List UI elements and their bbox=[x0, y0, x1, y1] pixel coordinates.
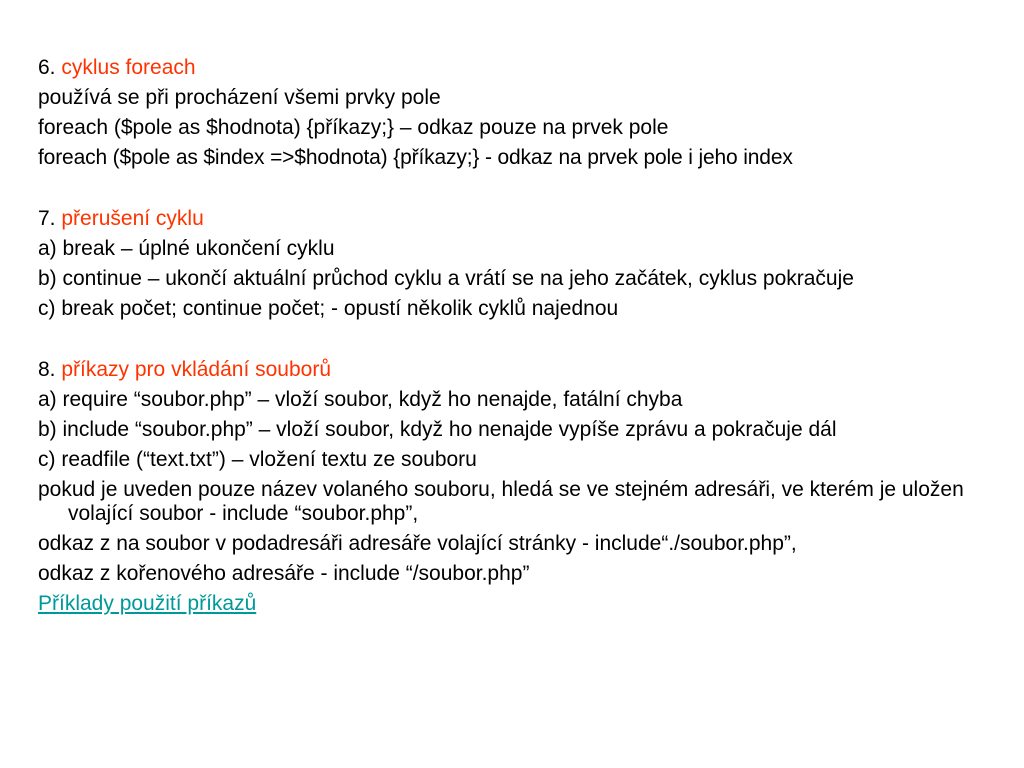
section-6-number: 6. bbox=[38, 56, 56, 79]
section-7-line: b) continue – ukončí aktuální průchod cyklu a vrátí se na jeho začátek, cyklus pokračuje bbox=[38, 267, 854, 290]
section-spacer bbox=[38, 327, 988, 358]
section-6-line: používá se při procházení všemi prvky pole bbox=[38, 86, 441, 109]
section-8-number: 8. bbox=[38, 358, 56, 381]
section-8-line: odkaz z na soubor v podadresáři adresáře volající stránky - include“./soubor.php”, bbox=[38, 532, 797, 555]
section-6-line: foreach ($pole as $hodnota) {příkazy;} – odkaz pouze na prvek pole bbox=[38, 116, 669, 139]
section-8-heading bbox=[38, 358, 988, 382]
section-8-line: odkaz z kořenového adresáře - include “/soubor.php” bbox=[38, 562, 530, 585]
section-8-line: b) include “soubor.php” – vloží soubor, když ho nenajde vypíše zprávu a pokračuje dál bbox=[38, 418, 837, 441]
section-7-title: přerušení cyklu bbox=[61, 207, 204, 230]
section-spacer bbox=[38, 176, 988, 207]
section-8-line: a) require “soubor.php” – vloží soubor, když ho nenajde, fatální chyba bbox=[38, 388, 683, 411]
section-7-heading bbox=[38, 207, 988, 231]
section-6-line: foreach ($pole as $index =>$hodnota) {příkazy;} - odkaz na prvek pole i jeho index bbox=[38, 146, 793, 169]
slide-content bbox=[38, 56, 988, 622]
section-8-title: příkazy pro vkládání souborů bbox=[61, 358, 332, 381]
section-6-title: cyklus foreach bbox=[61, 56, 196, 79]
section-7-line: c) break počet; continue počet; - opustí několik cyklů najednou bbox=[38, 297, 619, 320]
section-6-heading bbox=[38, 56, 988, 80]
examples-link-line bbox=[38, 592, 988, 616]
section-7-line: a) break – úplné ukončení cyklu bbox=[38, 237, 335, 260]
section-8-line: c) readfile (“text.txt”) – vložení textu ze souboru bbox=[38, 448, 477, 471]
section-8-line: pokud je uveden pouze název volaného souboru, hledá se ve stejném adresáři, ve kterém je uložen volající soubor - include “soubor.php”, bbox=[38, 478, 964, 525]
section-7-number: 7. bbox=[38, 207, 56, 230]
examples-link[interactable]: Příklady použití příkazů bbox=[38, 592, 257, 615]
